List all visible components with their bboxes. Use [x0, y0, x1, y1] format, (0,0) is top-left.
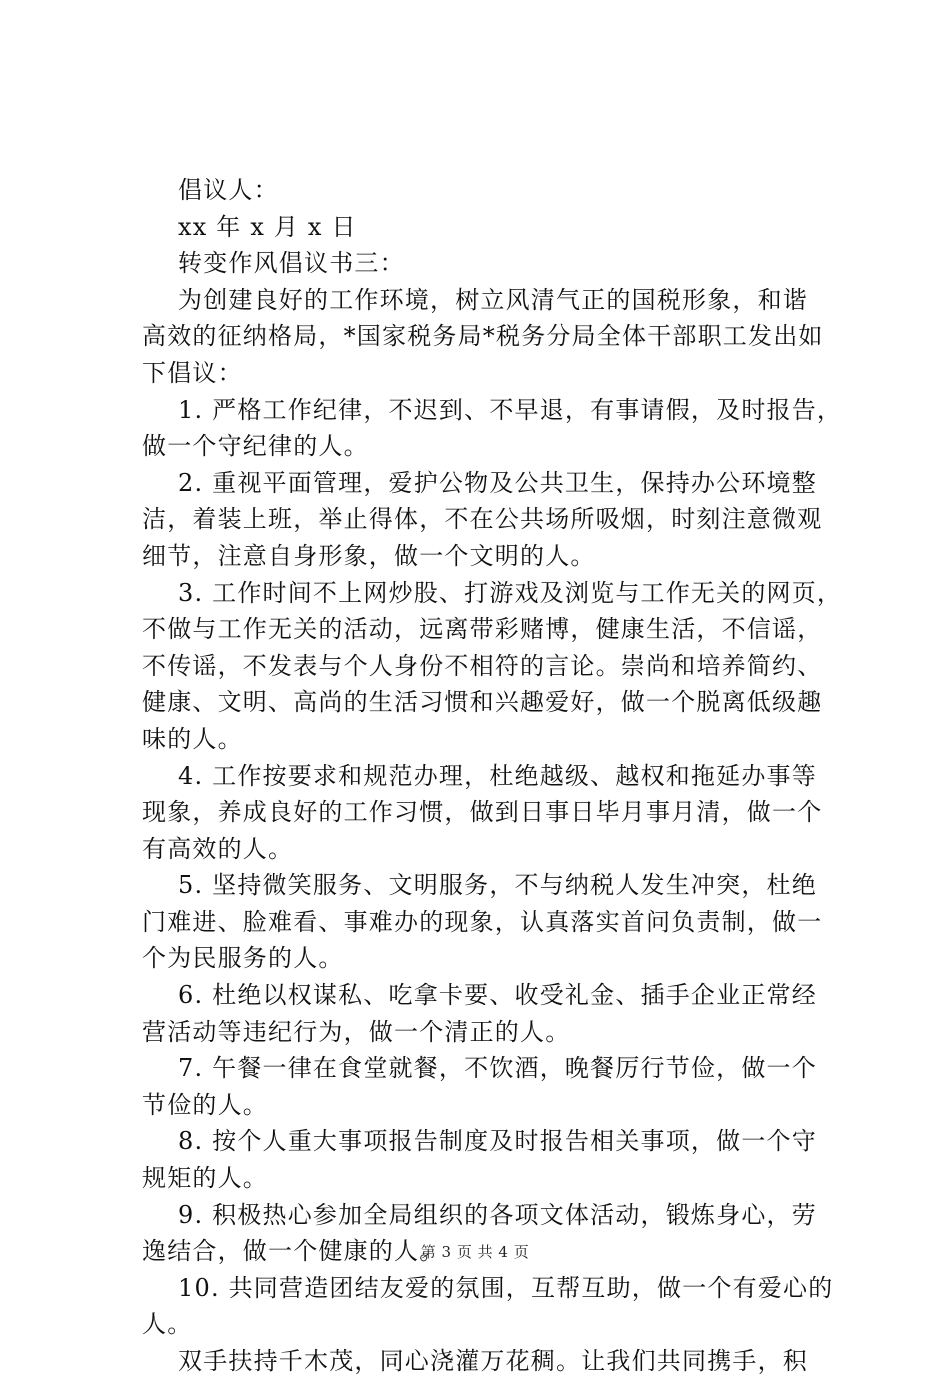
text-line: 健康、文明、高尚的生活习惯和兴趣爱好，做一个脱离低级趣 [142, 688, 823, 717]
text-line: 1. 严格工作纪律，不迟到、不早退，有事请假，及时报告， [178, 395, 843, 424]
text-line: 双手扶持千木茂，同心浇灌万花稠。让我们共同携手，积 [178, 1347, 808, 1375]
text-line: 为创建良好的工作环境，树立风清气正的国税形象，和谐 [178, 285, 808, 314]
text-line: 细节，注意自身形象，做一个文明的人。 [142, 541, 596, 570]
text-line: 做一个守纪律的人。 [142, 432, 369, 461]
text-line: xx 年 x 月 x 日 [178, 212, 357, 241]
text-line: 味的人。 [142, 724, 243, 753]
text-line: 洁，着装上班，举止得体，不在公共场所吸烟，时刻注意微观 [142, 505, 823, 534]
text-line: 下倡议： [142, 358, 243, 387]
text-line: 人。 [142, 1310, 193, 1339]
text-line: 个为民服务的人。 [142, 944, 344, 973]
text-line: 转变作风倡议书三： [178, 249, 405, 278]
text-line: 倡议人： [178, 176, 279, 204]
text-line: 逸结合，做一个健康的人。 [142, 1237, 445, 1266]
text-line: 现象，养成良好的工作习惯，做到日事日毕月事月清，做一个 [142, 798, 823, 827]
text-line: 规矩的人。 [142, 1164, 268, 1193]
text-line: 不传谣，不发表与个人身份不相符的言论。崇尚和培养简约、 [142, 651, 823, 680]
text-line: 2. 重视平面管理，爱护公物及公共卫生，保持办公环境整 [178, 468, 817, 497]
text-line: 6. 杜绝以权谋私、吃拿卡要、收受礼金、插手企业正常经 [178, 981, 817, 1010]
text-line: 节俭的人。 [142, 1090, 268, 1119]
text-line: 营活动等违纪行为，做一个清正的人。 [142, 1017, 571, 1046]
text-line: 10. 共同营造团结友爱的氛围，互帮互助，做一个有爱心的 [178, 1273, 834, 1302]
text-line: 高效的征纳格局，*国家税务局*税务分局全体干部职工发出如 [142, 322, 824, 351]
text-line: 8. 按个人重大事项报告制度及时报告相关事项，做一个守 [178, 1127, 817, 1156]
page-footer [0, 1241, 950, 1262]
text-line: 门难进、脸难看、事难办的现象，认真落实首问负责制，做一 [142, 907, 823, 936]
text-line: 5. 坚持微笑服务、文明服务，不与纳税人发生冲突，杜绝 [178, 871, 817, 900]
text-line: 4. 工作按要求和规范办理，杜绝越级、越权和拖延办事等 [178, 761, 817, 790]
text-line: 不做与工作无关的活动，远离带彩赌博，健康生活，不信谣， [142, 615, 823, 644]
text-line: 7. 午餐一律在食堂就餐，不饮酒，晚餐厉行节俭，做一个 [178, 1054, 817, 1083]
text-line: 有高效的人。 [142, 834, 294, 863]
document-body [142, 172, 842, 1380]
text-line: 9. 积极热心参加全局组织的各项文体活动，锻炼身心，劳 [178, 1200, 817, 1229]
text-line: 3. 工作时间不上网炒股、打游戏及浏览与工作无关的网页， [178, 578, 843, 607]
page-number-label: 第 3 页 共 4 页 [420, 1243, 530, 1261]
